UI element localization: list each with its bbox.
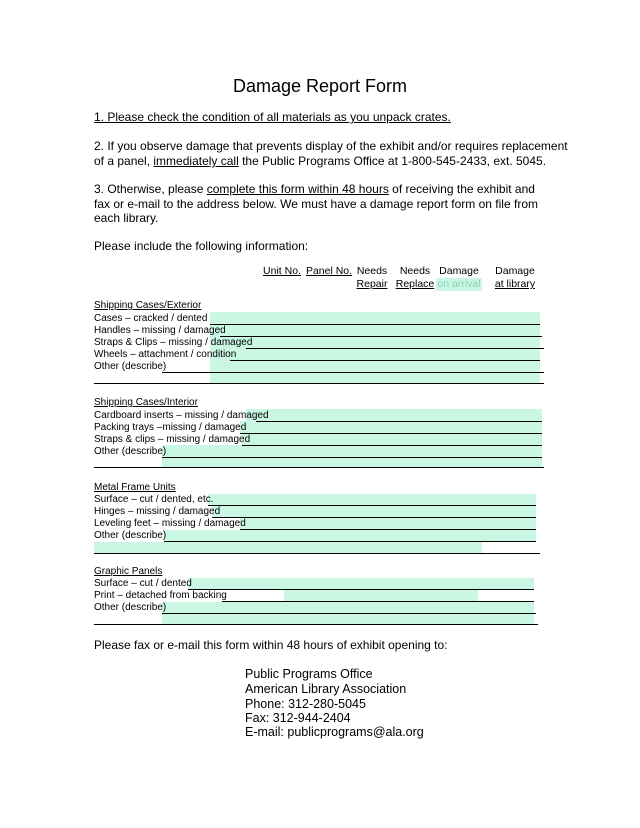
column-header-needs-replace xyxy=(394,265,436,291)
column-header-damage-arrival xyxy=(436,265,482,291)
entry-line[interactable] xyxy=(240,529,536,530)
column-header-line1: Damage xyxy=(439,265,479,277)
instruction-2-line1: 2. If you observe damage that prevents display of the exhibit and/or requires replacement xyxy=(94,139,568,153)
row-label: Surface – cut / dented, etc. xyxy=(94,494,214,505)
column-header-line2: at library xyxy=(494,278,536,290)
column-header-line1: Unit No. xyxy=(263,265,301,277)
row-label: Surface – cut / dented xyxy=(94,578,192,589)
entry-line[interactable] xyxy=(94,467,544,468)
column-header-line1: Damage xyxy=(495,265,535,277)
complete-form-text: complete this form within 48 hours xyxy=(206,182,389,196)
highlight-area xyxy=(242,433,542,445)
entry-line[interactable] xyxy=(162,457,542,458)
entry-line[interactable] xyxy=(162,372,544,373)
entry-line[interactable] xyxy=(242,445,542,446)
row-label: Hinges – missing / damaged xyxy=(94,506,221,517)
column-header-needs-repair xyxy=(354,265,390,291)
instruction-3-line1 xyxy=(94,182,535,196)
instruction-3-text-c: of receiving the exhibit and xyxy=(388,182,535,196)
instruction-3-text-a: 3. Otherwise, please xyxy=(94,182,207,196)
entry-line[interactable] xyxy=(230,360,540,361)
row-label: Packing trays –missing / damaged xyxy=(94,422,247,433)
highlight-area xyxy=(240,421,542,433)
entry-line[interactable] xyxy=(240,433,542,434)
section-title-shipping-interior: Shipping Cases/Interior xyxy=(94,397,198,408)
instruction-2-text-a: of a panel, xyxy=(94,154,154,168)
column-header-line1: Panel No. xyxy=(305,265,353,277)
entry-line[interactable] xyxy=(222,601,534,602)
entry-line[interactable] xyxy=(94,553,540,554)
fax-instructions: Please fax or e-mail this form within 48 hours of exhibit opening to: xyxy=(94,638,448,652)
column-header-line1: Needs xyxy=(356,265,388,277)
include-info-text: Please include the following information: xyxy=(94,239,309,253)
address-email: E-mail: publicprograms@ala.org xyxy=(245,725,424,739)
entry-line[interactable] xyxy=(210,324,540,325)
column-header-unit-no xyxy=(260,265,304,278)
instruction-3-line3: each library. xyxy=(94,211,159,225)
highlight-area xyxy=(162,445,542,467)
highlight-area xyxy=(94,542,482,553)
row-label: Other (describe) xyxy=(94,361,167,372)
instruction-3-line2: fax or e-mail to the address below. We must have a damage report form on file from xyxy=(94,197,538,211)
page-title: Damage Report Form xyxy=(232,76,408,96)
entry-line[interactable] xyxy=(256,421,542,422)
entry-line[interactable] xyxy=(188,589,534,590)
row-label: Other (describe) xyxy=(94,446,167,457)
entry-line[interactable] xyxy=(220,336,542,337)
column-header-line2: Repair xyxy=(356,278,388,290)
row-label: Handles – missing / damaged xyxy=(94,325,226,336)
row-label: Print – detached from backing xyxy=(94,590,227,601)
column-header-panel-no xyxy=(305,265,353,278)
column-header-line2: on arrival xyxy=(437,278,481,290)
row-label: Other (describe) xyxy=(94,602,167,613)
entry-line[interactable] xyxy=(162,613,536,614)
instruction-2-text-c: the Public Programs Office at 1-800-545-2433, ext. 5045. xyxy=(238,154,547,168)
section-title-graphic-panels: Graphic Panels xyxy=(94,566,163,577)
column-header-line2: Replace xyxy=(395,278,435,290)
address-fax: Fax: 312-944-2404 xyxy=(245,711,351,725)
entry-line[interactable] xyxy=(246,348,544,349)
instruction-2-line2 xyxy=(94,154,546,168)
column-header-line1: Needs xyxy=(399,265,431,277)
row-label: Cardboard inserts – missing / damaged xyxy=(94,410,269,421)
highlight-area xyxy=(246,409,542,421)
entry-line[interactable] xyxy=(94,624,538,625)
address-phone: Phone: 312-280-5045 xyxy=(245,697,366,711)
entry-line[interactable] xyxy=(164,541,536,542)
row-label: Wheels – attachment / condition xyxy=(94,349,237,360)
column-header-damage-library xyxy=(492,265,538,291)
row-label: Cases – cracked / dented xyxy=(94,313,208,324)
address-organization: American Library Association xyxy=(245,682,407,696)
section-title-metal-frame: Metal Frame Units xyxy=(94,482,176,493)
entry-line[interactable] xyxy=(208,505,536,506)
row-label: Straps & clips – missing / damaged xyxy=(94,434,251,445)
row-label: Straps & Clips – missing / damaged xyxy=(94,337,253,348)
entry-line[interactable] xyxy=(212,517,536,518)
section-title-shipping-exterior: Shipping Cases/Exterior xyxy=(94,300,202,311)
row-label: Leveling feet – missing / damaged xyxy=(94,518,246,529)
address-office: Public Programs Office xyxy=(245,667,373,681)
row-label: Other (describe) xyxy=(94,530,167,541)
entry-line[interactable] xyxy=(94,383,544,384)
immediately-call-text: immediately call xyxy=(153,154,239,168)
instruction-1: 1. Please check the condition of all materials as you unpack crates. xyxy=(94,110,451,124)
